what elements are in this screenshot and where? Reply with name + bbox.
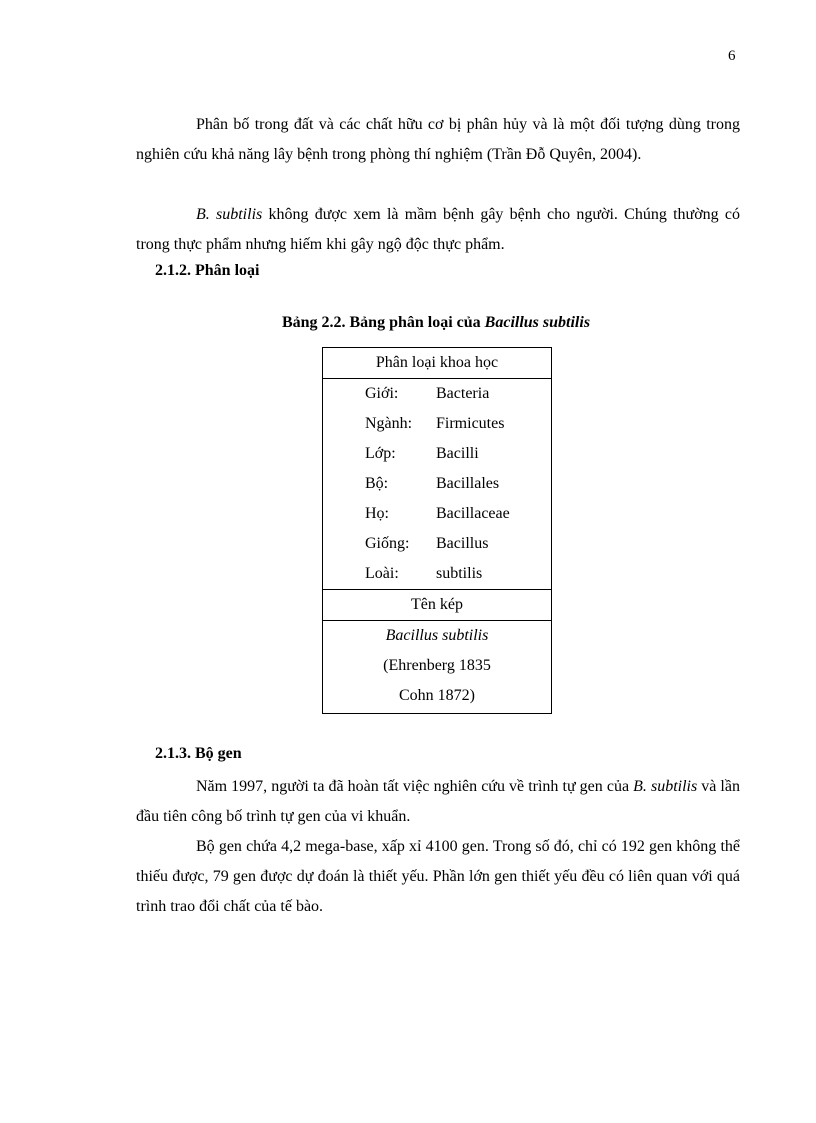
taxonomy-table [322,347,552,714]
taxonomy-rank: Họ: [365,505,389,522]
authority-line-2: Cohn 1872) [399,687,475,704]
taxonomy-row-phylum [323,409,551,439]
page-number: 6 [728,48,736,64]
genome-paragraph-1-a: Năm 1997, người ta đã hoàn tất việc nghiên cứu về trình tự gen của [196,778,634,795]
table-caption-prefix: Bảng 2.2. Bảng phân loại của [281,314,485,331]
taxonomy-rank: Ngành: [365,415,413,432]
binomial-name-label: Tên kép [323,589,551,621]
binomial-name-block [323,621,551,713]
intro-paragraph-2-text: không được xem là mầm bệnh gây bệnh cho người. Chúng thường có trong thực phẩm nhưng hiếm khi gây ngộ độc thực phẩm. [136,206,740,253]
taxonomy-value: Firmicutes [436,415,505,432]
authority-line-1: (Ehrenberg 1835 [383,657,491,674]
taxonomy-rank: Bộ: [365,475,389,492]
taxonomy-row-kingdom [323,379,551,409]
taxonomy-value: Bacilli [436,445,479,462]
taxonomy-row-genus [323,529,551,559]
genome-paragraph-1 [136,772,740,832]
species-name-italic: B. subtilis [196,206,263,223]
table-caption-species: Bacillus subtilis [484,314,591,331]
intro-paragraph-1: Phân bố trong đất và các chất hữu cơ bị phân hủy và là một đối tượng dùng trong nghiên cứu khả năng lây bệnh trong phòng thí nghiệm (Trần Đỗ Quyên, 2004). [136,116,740,163]
genome-species-italic: B. subtilis [633,778,698,795]
taxonomy-rows [323,379,551,589]
genome-paragraph-2: Bộ gen chứa 4,2 mega-base, xấp xỉ 4100 gen. Trong số đó, chỉ có 192 gen không thể thiếu được, 79 gen được dự đoán là thiết yếu. Phần lớn gen thiết yếu đều có liên quan với quá trình trao đổi chất của tế bào. [136,838,740,915]
taxonomy-value: Bacillales [436,475,500,492]
taxonomy-rank: Loài: [365,565,399,582]
binomial-name-italic: Bacillus subtilis [385,627,489,644]
taxonomy-row-order [323,469,551,499]
taxonomy-value: Bacteria [436,385,490,402]
binomial-name [323,621,551,651]
taxonomy-rank: Lớp: [365,445,396,462]
taxonomy-rank: Giống: [365,535,410,552]
section-heading-classification: 2.1.2. Phân loại [155,262,260,279]
intro-paragraph-2 [136,200,740,260]
taxonomy-row-family [323,499,551,529]
taxonomy-row-class [323,439,551,469]
taxonomy-value: Bacillaceae [436,505,510,522]
taxonomy-value: Bacillus [436,535,489,552]
taxonomy-row-species [323,559,551,589]
taxonomy-value: subtilis [436,565,483,582]
taxonomy-rank: Giới: [365,385,399,402]
table-caption [0,314,816,332]
genome-paragraph-1-b: và lần đầu tiên công bố trình tự gen của vi khuẩn. [136,778,740,825]
taxonomy-table-header: Phân loại khoa học [323,348,551,379]
section-heading-genome: 2.1.3. Bộ gen [155,745,242,762]
